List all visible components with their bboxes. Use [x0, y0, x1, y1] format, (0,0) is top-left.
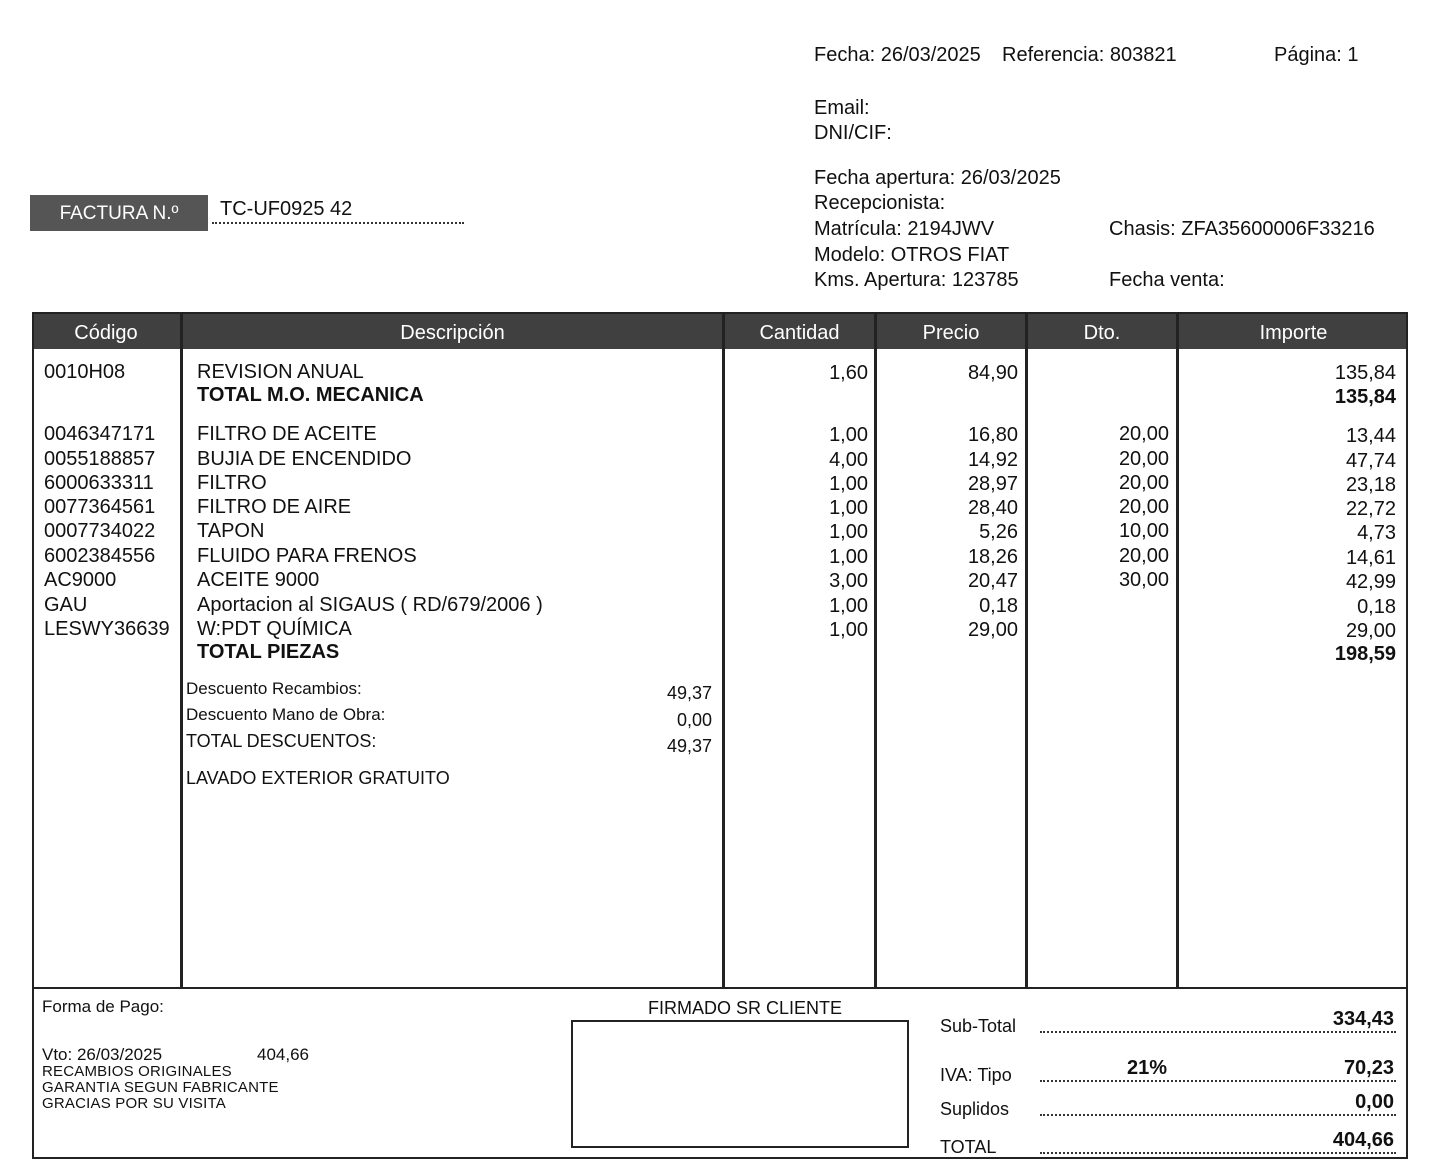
recambios-originales: RECAMBIOS ORIGINALES [42, 1063, 232, 1080]
importe-cell: 4,73 [1357, 522, 1396, 544]
descripcion-cell: FILTRO [197, 472, 267, 494]
cantidad-cell: 3,00 [829, 570, 868, 592]
column-divider [874, 312, 877, 989]
precio-cell: 14,92 [967, 449, 1018, 471]
iva-dotted-line [1040, 1080, 1396, 1082]
precio-cell: 84,90 [967, 362, 1018, 384]
signature-box [571, 1020, 909, 1148]
total-descuentos-label: TOTAL DESCUENTOS: [186, 731, 377, 751]
iva-label: IVA: Tipo [940, 1065, 1012, 1085]
cantidad-cell: 4,00 [829, 449, 868, 471]
descripcion-cell: Aportacion al SIGAUS ( RD/679/2006 ) [197, 594, 543, 616]
cantidad-cell: 1,60 [829, 362, 868, 384]
codigo-cell: 0046347171 [44, 423, 156, 445]
importe-cell: 23,18 [1345, 474, 1396, 496]
codigo-cell: 0055188857 [44, 448, 156, 470]
importe-cell: 29,00 [1345, 620, 1396, 642]
column-header-cantidad: Cantidad [759, 322, 840, 344]
total-value: 404,66 [1332, 1129, 1394, 1151]
cantidad-cell: 1,00 [829, 619, 868, 641]
dto-cell: 20,00 [1118, 423, 1169, 445]
total-dotted-line [1040, 1152, 1396, 1154]
codigo-cell: LESWY36639 [44, 618, 170, 640]
column-header-codigo: Código [74, 322, 138, 344]
dto-cell: 30,00 [1118, 569, 1169, 591]
garantia-note: GARANTIA SEGUN FABRICANTE [42, 1079, 279, 1096]
referencia: Referencia: 803821 [1002, 44, 1177, 66]
descuento-mano-obra-label: Descuento Mano de Obra: [186, 705, 386, 724]
descuento-recambios-label: Descuento Recambios: [186, 679, 362, 698]
descripcion-cell: FILTRO DE AIRE [197, 496, 352, 518]
total-piezas-value: 198,59 [1334, 643, 1396, 665]
column-divider [1025, 312, 1028, 989]
importe-cell: 0,18 [1357, 596, 1396, 618]
subtotal-value: 334,43 [1332, 1008, 1394, 1030]
gracias-note: GRACIAS POR SU VISITA [42, 1095, 226, 1112]
suplidos-label: Suplidos [940, 1099, 1010, 1119]
iva-value: 70,23 [1343, 1057, 1394, 1079]
column-divider [180, 312, 183, 989]
suplidos-dotted-line [1040, 1114, 1396, 1116]
importe-cell: 135,84 [1334, 362, 1396, 384]
codigo-cell: 0010H08 [44, 361, 126, 383]
fecha-apertura: Fecha apertura: 26/03/2025 [814, 167, 1061, 189]
cantidad-cell: 1,00 [829, 424, 868, 446]
cantidad-cell: 1,00 [829, 497, 868, 519]
codigo-cell: 6000633311 [44, 472, 154, 494]
vencimiento-importe: 404,66 [257, 1045, 309, 1064]
cantidad-cell: 1,00 [829, 546, 868, 568]
forma-pago-label: Forma de Pago: [42, 997, 164, 1016]
dto-cell: 10,00 [1118, 520, 1169, 542]
importe-cell: 42,99 [1345, 571, 1396, 593]
precio-cell: 28,40 [967, 497, 1018, 519]
column-header-precio: Precio [922, 322, 980, 344]
total-label: TOTAL [940, 1137, 997, 1157]
dto-cell: 20,00 [1118, 472, 1169, 494]
factura-dotted-line [212, 222, 464, 224]
descuento-recambios-value: 49,37 [666, 683, 712, 703]
subtotal-dotted-line [1040, 1031, 1396, 1033]
vencimiento: Vto: 26/03/2025 [42, 1045, 163, 1064]
precio-cell: 5,26 [979, 521, 1018, 543]
importe-cell: 22,72 [1345, 498, 1396, 520]
dto-cell: 20,00 [1118, 448, 1169, 470]
descripcion-cell: FLUIDO PARA FRENOS [197, 545, 417, 567]
precio-cell: 28,97 [967, 473, 1018, 495]
column-divider [722, 312, 725, 989]
kms-apertura: Kms. Apertura: 123785 [814, 269, 1019, 291]
codigo-cell: 6002384556 [44, 545, 156, 567]
firmado-label: FIRMADO SR CLIENTE [648, 998, 843, 1018]
dni-label: DNI/CIF: [814, 122, 892, 144]
column-header-importe: Importe [1259, 322, 1328, 344]
descripcion-cell: FILTRO DE ACEITE [197, 423, 377, 445]
cantidad-cell: 1,00 [829, 473, 868, 495]
chasis: Chasis: ZFA35600006F33216 [1109, 218, 1375, 240]
precio-cell: 20,47 [967, 570, 1018, 592]
codigo-cell: 0007734022 [44, 520, 156, 542]
precio-cell: 16,80 [967, 424, 1018, 446]
codigo-cell: GAU [44, 594, 88, 616]
fecha-venta: Fecha venta: [1109, 269, 1225, 291]
total-descuentos-value: 49,37 [666, 736, 712, 756]
iva-tipo: 21% [1127, 1057, 1168, 1079]
descripcion-cell: W:PDT QUÍMICA [197, 618, 352, 640]
recepcionista: Recepcionista: [814, 192, 946, 214]
suplidos-value: 0,00 [1355, 1091, 1394, 1113]
total-piezas-label: TOTAL PIEZAS [197, 641, 340, 663]
codigo-cell: 0077364561 [44, 496, 156, 518]
importe-cell: 14,61 [1345, 547, 1396, 569]
descripcion-cell: ACEITE 9000 [197, 569, 320, 591]
precio-cell: 0,18 [979, 595, 1018, 617]
factura-number: TC-UF0925 42 [220, 198, 353, 220]
column-header-dto: Dto. [1083, 322, 1121, 344]
importe-cell: 47,74 [1345, 450, 1396, 472]
column-divider [1176, 312, 1179, 989]
cantidad-cell: 1,00 [829, 595, 868, 617]
pagina: Página: 1 [1274, 44, 1359, 66]
total-mo-label: TOTAL M.O. MECANICA [197, 384, 424, 406]
precio-cell: 29,00 [967, 619, 1018, 641]
modelo: Modelo: OTROS FIAT [814, 244, 1010, 266]
descripcion-cell: REVISION ANUAL [197, 361, 364, 383]
codigo-cell: AC9000 [44, 569, 117, 591]
importe-cell: 13,44 [1345, 425, 1396, 447]
lavado-note: LAVADO EXTERIOR GRATUITO [186, 768, 450, 788]
descripcion-cell: BUJIA DE ENCENDIDO [197, 448, 412, 470]
total-mo-value: 135,84 [1334, 386, 1396, 408]
fecha: Fecha: 26/03/2025 [814, 44, 981, 66]
precio-cell: 18,26 [967, 546, 1018, 568]
dto-cell: 20,00 [1118, 496, 1169, 518]
descuento-mano-obra-value: 0,00 [676, 710, 712, 730]
matricula: Matrícula: 2194JWV [814, 218, 995, 240]
cantidad-cell: 1,00 [829, 521, 868, 543]
dto-cell: 20,00 [1118, 545, 1169, 567]
email-label: Email: [814, 97, 870, 119]
factura-label: FACTURA N.º [30, 195, 208, 231]
descripcion-cell: TAPON [197, 520, 265, 542]
subtotal-label: Sub-Total [940, 1016, 1017, 1036]
column-header-descripcion: Descripción [400, 322, 505, 344]
